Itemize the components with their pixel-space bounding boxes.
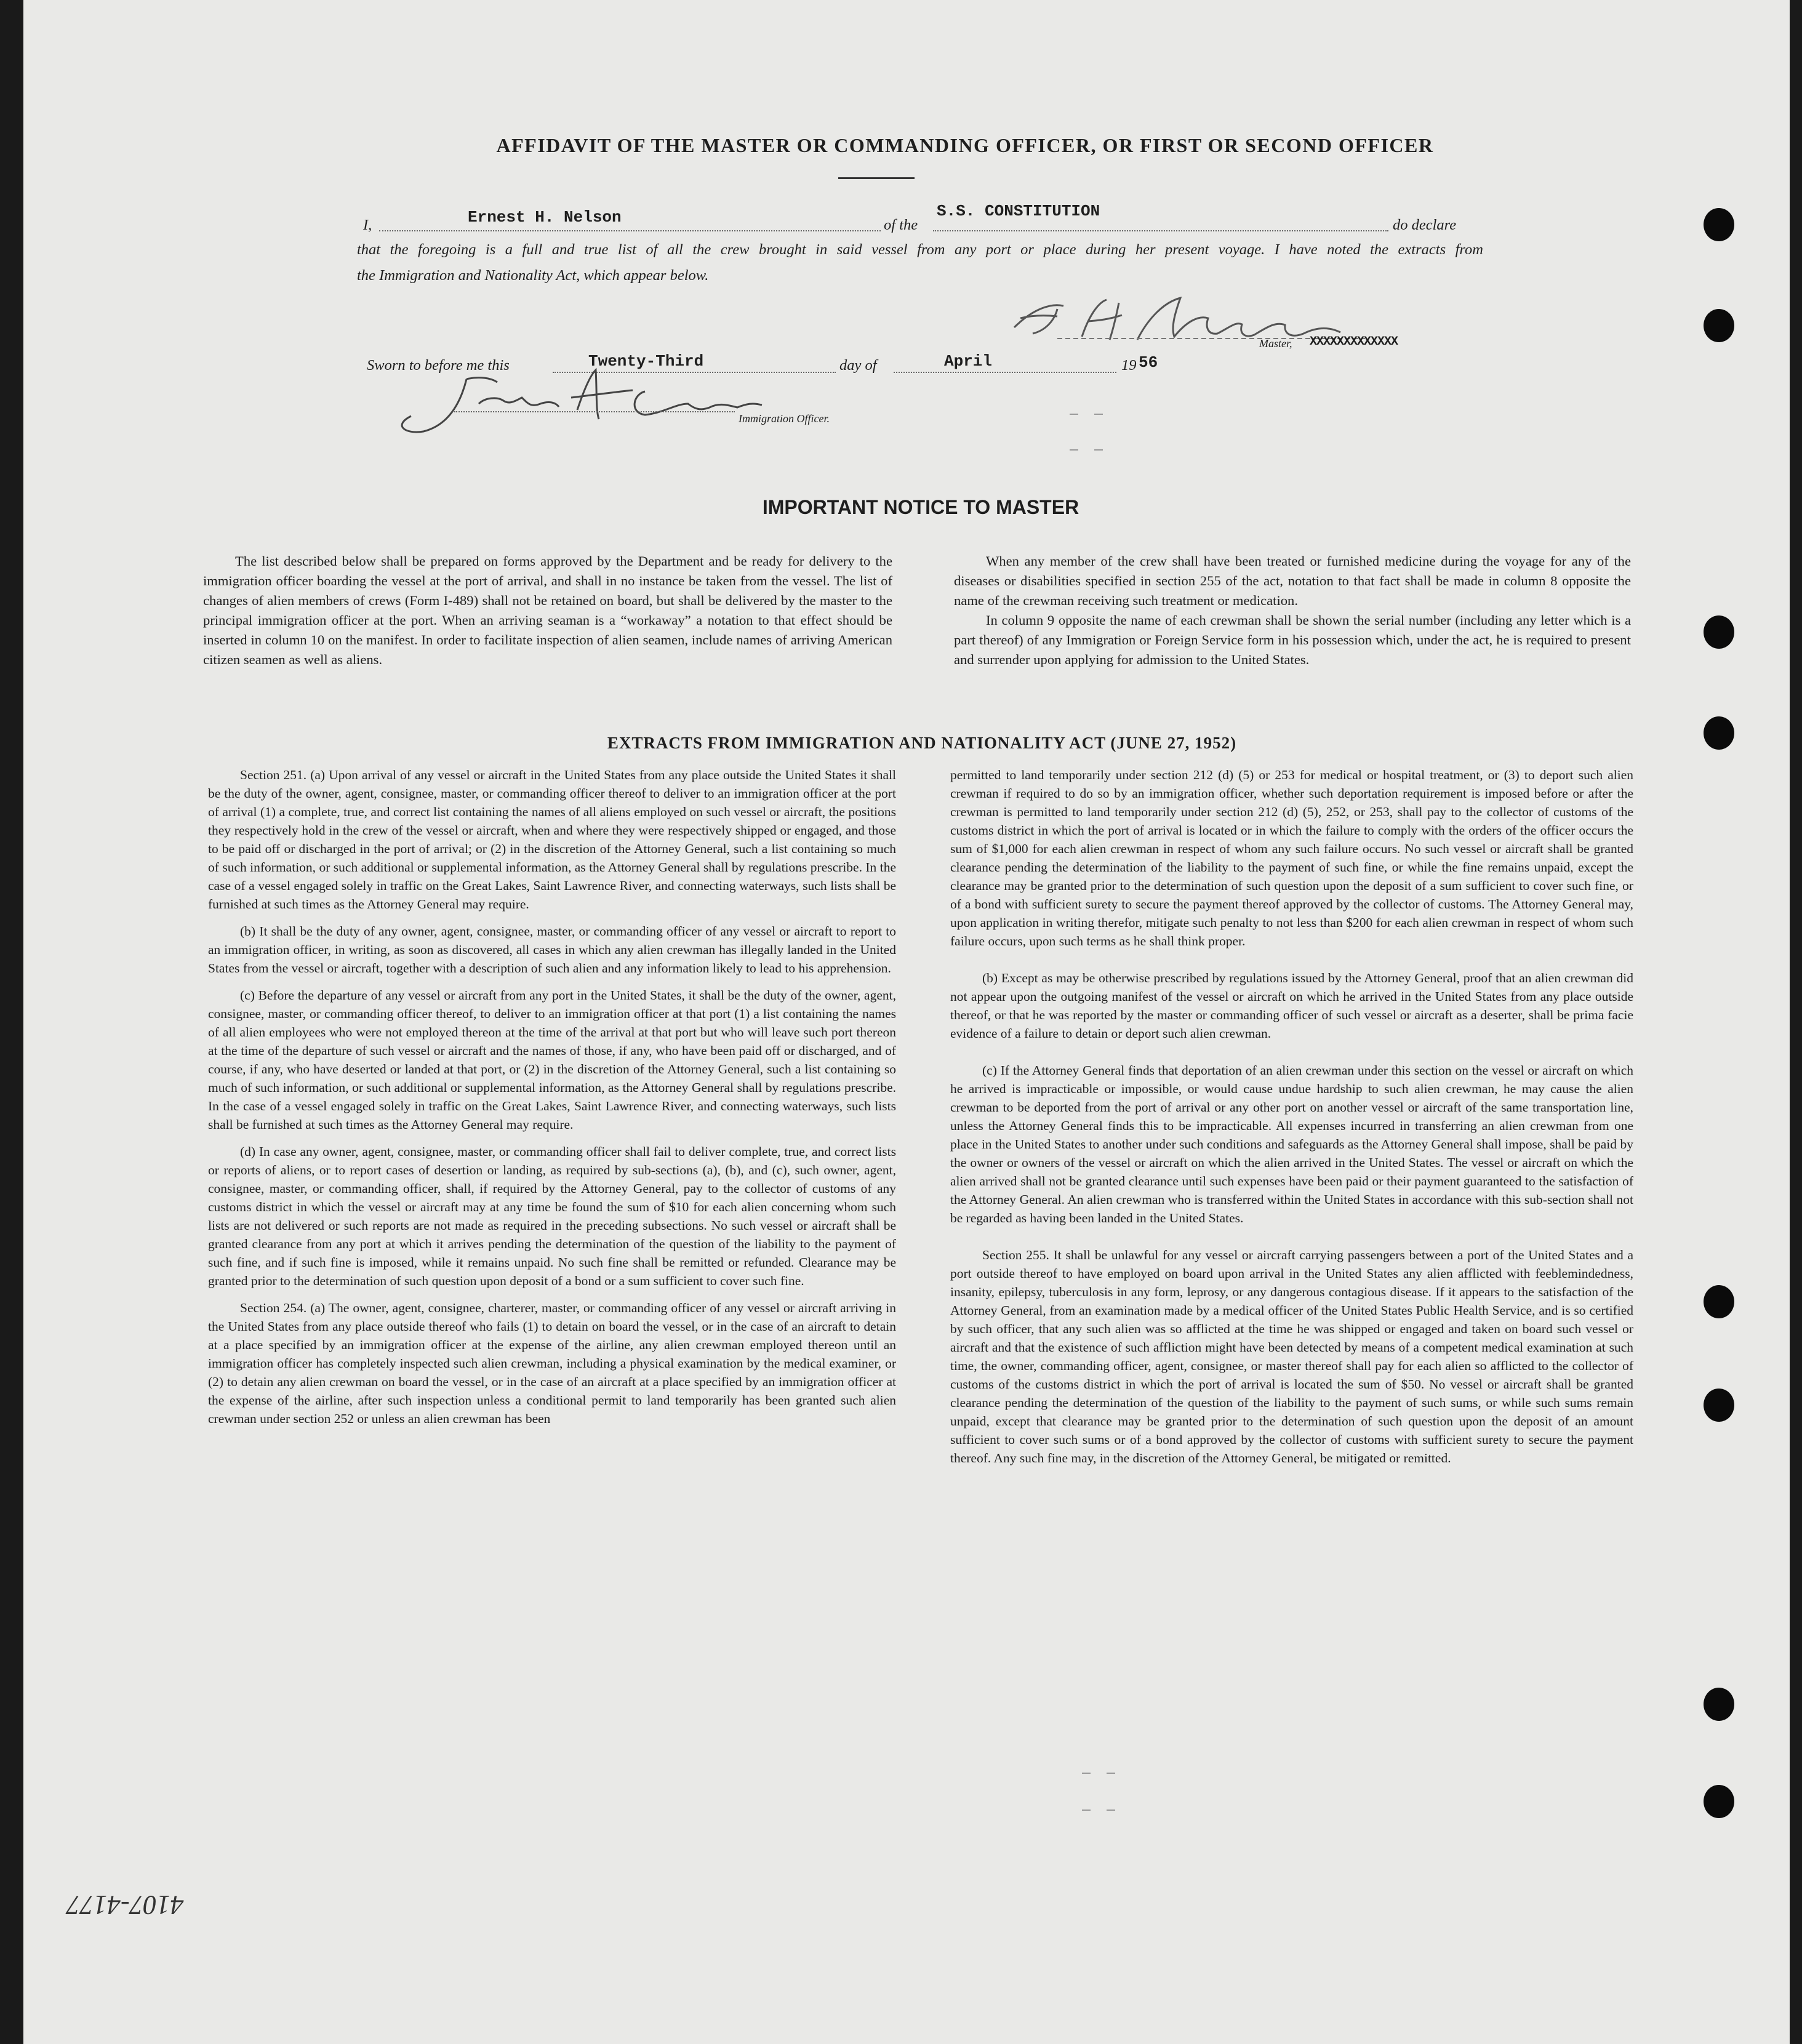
i-label: I, (363, 217, 372, 233)
master-name: Ernest H. Nelson (468, 208, 622, 226)
extracts-left-column (208, 766, 896, 1437)
affidavit-title: AFFIDAVIT OF THE MASTER OR COMMANDING OFFICER, OR FIRST OR SECOND OFFICER (496, 134, 1434, 156)
punch-hole (1704, 1285, 1734, 1318)
punch-hole (1704, 716, 1734, 750)
sworn-day: Twenty-Third (588, 352, 704, 371)
of-the-label: of the (884, 217, 918, 233)
notice-left-paragraph: The list described below shall be prepared on forms approved by the Department and be ready for delivery to the immigration officer boarding the vessel at the port of arrival, and shall in no instance be taken from the vessel. The list of changes of alien members of crews (Form I-489) shall not be retained on board, but shall be delivered by the master to the principal immigration officer at the port. When an arriving seaman is a “workaway” a notation to that effect should be inserted in column 10 on the manifest. In order to facilitate inspection of alien seamen, include names of arriving American citizen seamen as well as aliens. (203, 553, 892, 667)
extracts-heading: EXTRACTS FROM IMMIGRATION AND NATIONALITY ACT (JUNE 27, 1952) (607, 734, 1237, 752)
punch-hole (1704, 615, 1734, 649)
year-prefix: 19 (1121, 357, 1137, 374)
stray-mark (1107, 1810, 1115, 1811)
master-label: Master, (1259, 337, 1292, 350)
sworn-month: April (944, 352, 993, 371)
punch-hole (1704, 208, 1734, 241)
notice-left-column (203, 551, 892, 679)
day-of-label: day of (839, 357, 877, 374)
stray-mark (1070, 414, 1078, 415)
extracts-right-column (950, 766, 1633, 1476)
section-251-c: (c) Before the departure of any vessel or aircraft from any port in the United States, it shall be the duty of the owner, agent, consignee, master, or commanding officer thereof, to deliver to an immigration officer at that port (1) a list containing the names of all alien employees who were not employed thereon at the time of the arrival at that port but who will leave such port thereon at the time of the departure of such vessel or aircraft and the names of those, if any, who have been paid off or discharged, and of course, if any, who have deserted or landed at that port, or (2) in the discretion of the Attorney General, such a list containing so much of such information, or such additional or supplemental information, as the Attorney General shall by regulations prescribe. In the case of a vessel engaged solely in traffic on the Great Lakes, Saint Lawrence River, and connecting waterways, such lists shall be furnished at such times as the Attorney General may require. (208, 988, 896, 1132)
section-254-c: (c) If the Attorney General finds that deportation of an alien crewman under this section on the vessel or aircraft on which he arrived is impracticable or impossible, or would cause undue hardship to such alien crewman, he may cause the alien crewman to be deported from the port of arrival or any other port on another vessel or aircraft of the same transportation line, unless the Attorney General finds this to be impracticable. All expenses incurred in transferring an alien crewman from one place in the United States to another under such conditions and safeguards as the Attorney General shall impose, shall be paid by the owner or owners of the vessel or aircraft on which the alien arrived in the United States. The vessel or aircraft on which the alien arrived shall not be granted clearance until such expenses have been paid or their payment guaranteed to the satisfaction of the Attorney General. An alien crewman who is transferred within the United States in accordance with this sub-section shall not be regarded as having been landed in the United States. (950, 1063, 1633, 1225)
stray-mark (1107, 1773, 1115, 1774)
month-fill-line (894, 372, 1116, 373)
do-declare-label: do declare (1393, 217, 1457, 233)
master-title-struck: XXXXXXXXXXXXX (1310, 335, 1398, 349)
section-254-a: Section 254. (a) The owner, agent, consignee, charterer, master, or commanding officer of any vessel or aircraft arriving in the United States from any place outside thereof who fails (1) to detain on board the vessel, or in the case of an aircraft to detain at a place specified by an immigration officer at the expense of the airline, any alien crewman employed thereon until an immigration officer has completely inspected such alien crewman, including a physical examination by the medical examiner, or (2) to detain any alien crewman on board the vessel, or in the case of an aircraft at a place specified by an immigration officer at the expense of the airline, after such inspection unless a conditional permit to land temporarily has been granted such alien crewman under section 252 or unless an alien crewman has been (208, 1301, 896, 1426)
section-254-b: (b) Except as may be otherwise prescribed by regulations issued by the Attorney General, proof that an alien crewman did not appear upon the outgoing manifest of the vessel or aircraft on which he arrived in the United States from any place outside thereof, or that he was reported by the master or commanding officer of such vessel or aircraft as a deserter, shall be prima facie evidence of a failure to detain or deport such alien crewman. (950, 971, 1633, 1041)
stray-mark (1082, 1773, 1091, 1774)
notice-right-paragraph-2: In column 9 opposite the name of each crewman shall be shown the serial number (including any letter which is a part thereof) of any Immigration or Foreign Service form in his possession which, under the act, he is required to present and surrender upon applying for admission to the United States. (954, 612, 1631, 667)
stray-mark (1070, 449, 1078, 451)
section-254-a-continued: permitted to land temporarily under section 212 (d) (5) or 253 for medical or hospital treatment, or (3) to deport such alien crewman if required to do so by an immigration officer, whether such deportation requirement is imposed before or after the crewman is permitted to land temporarily under section 212 (d) (5), 252, or 253, shall pay to the collector of customs of the customs district in which the port of arrival is located or in which the failure to comply with the orders of the officer occurs the sum of $1,000 for each alien crewman in respect of whom any such failure occurs. No such vessel or aircraft shall be granted clearance pending the determination of the liability to the payment of such fine, or while the fine remains unpaid, except the clearance may be granted prior to the determination of such question upon the deposit of a sum sufficient to cover such fine, or of a bond with sufficient surety to secure the payment thereof approved by the collector of customs. The Attorney General may, upon application in writing therefor, mitigate such penalty to not less than $200 for each alien crewman in respect of whom such failure occurs, upon such terms as he shall think proper. (950, 768, 1633, 948)
officer-fill-line (454, 411, 735, 412)
name-fill-line (379, 230, 881, 231)
year-suffix: 56 (1139, 353, 1158, 372)
section-251-b: (b) It shall be the duty of any owner, agent, consignee, master, or commanding officer of any vessel or aircraft to report to an immigration officer, in writing, as soon as discovered, all cases in which any alien crewman has illegally landed in the United States from the vessel or aircraft, together with a description of such alien and any information likely to lead to his apprehension. (208, 924, 896, 976)
punch-hole (1704, 1389, 1734, 1422)
document-page (23, 0, 1790, 2044)
notice-right-paragraph-1: When any member of the crew shall have been treated or furnished medicine during the voyage for any of the diseases or disabilities specified in section 255 of the act, notation to that fact shall be made in column 8 opposite the name of the crewman receiving such treatment or medication. (954, 553, 1631, 608)
immigration-officer-signature (374, 367, 817, 441)
punch-hole (1704, 309, 1734, 342)
vessel-fill-line (933, 230, 1388, 231)
section-251-d: (d) In case any owner, agent, consignee, master, or commanding officer shall fail to deliver complete, true, and correct lists or reports of aliens, or to report cases of desertion or landing, as required by sub-sections (a), (b), and (c), such owner, agent, consignee, master, or commanding officer, shall, if required by the Attorney General, pay to the collector of customs of any customs district in which the vessel or aircraft may at any time be found the sum of $10 for each alien concerning whom such lists are not delivered or such reports are not made as required in the preceding subsections. No such vessel or aircraft shall be granted clearance from any port at which it arrives pending the determination of the question of the liability to the payment of such fine, and if such fine is imposed, while it remains unpaid. No such fine shall be remitted or refunded. Clearance may be granted prior to the determination of such question upon deposit of a bond or a sum sufficient to cover such fine. (208, 1144, 896, 1288)
punch-hole (1704, 1688, 1734, 1721)
section-255: Section 255. It shall be unlawful for any vessel or aircraft carrying passengers between a port of the United States and a port outside thereof to have employed on board upon arrival in the United States any alien afflicted with feeblemindedness, insanity, epilepsy, tuberculosis in any form, leprosy, or any dangerous contagious disease. If it appears to the satisfaction of the Attorney General, from an examination made by a medical officer of the United States Public Health Service, and is so certified by such officer, that any such alien was so afflicted at the time he was shipped or engaged and taken on board such vessel or aircraft and that the existence of such affliction might have been detected by means of a competent medical examination at such time, the owner, commanding officer, agent, consignee, or master thereof shall pay for each alien so afflicted to the collector of customs of the customs district in which the port of arrival is located the sum of $50. No vessel or aircraft shall be granted clearance pending the determination of the question of the liability to the payment of such sums, or while such sums remain unpaid, except that clearance may be granted prior to the determination of such question upon the deposit of an amount sufficient to cover such sums or of a bond approved by the collector of customs with sufficient surety to secure the payment thereof. Any such fine may, in the discretion of the Attorney General, be mitigated or remitted. (950, 1248, 1633, 1465)
notice-right-column (954, 551, 1631, 679)
stray-mark (1094, 414, 1103, 415)
sworn-label: Sworn to before me this (367, 357, 510, 374)
stray-mark (1082, 1810, 1091, 1811)
declaration-line-2: that the foregoing is a full and true list of all the crew brought in said vessel from any port or place during her present voyage. I have noted the extracts from (357, 241, 1483, 258)
margin-handwritten-note: 4107-4177 (66, 1890, 184, 1920)
officer-label: Immigration Officer. (739, 412, 830, 425)
notice-heading: IMPORTANT NOTICE TO MASTER (762, 496, 1079, 518)
vessel-name: S.S. CONSTITUTION (937, 202, 1100, 220)
declaration-line-3: the Immigration and Nationality Act, which appear below. (357, 267, 709, 284)
punch-hole (1704, 1785, 1734, 1818)
title-rule (838, 177, 915, 179)
stray-mark (1094, 449, 1103, 451)
section-251-a: Section 251. (a) Upon arrival of any vessel or aircraft in the United States from any place outside the United States it shall be the duty of the owner, agent, consignee, master, or commanding officer thereof to deliver to an immigration officer at the port of arrival (1) a complete, true, and correct list containing the names of all aliens employed on such vessel or aircraft, the positions they respectively hold in the crew of the vessel or aircraft, when and where they were respectively shipped or engaged, and those to be paid off or discharged in the port of arrival; or (2) in the discretion of the Attorney General, such a list containing so much of such information, or such additional or supplemental information, as the Attorney General shall by regulations prescribe. In the case of a vessel engaged solely in traffic on the Great Lakes, Saint Lawrence River, and connecting waterways, such lists shall be furnished at such times as the Attorney General may require. (208, 768, 896, 912)
